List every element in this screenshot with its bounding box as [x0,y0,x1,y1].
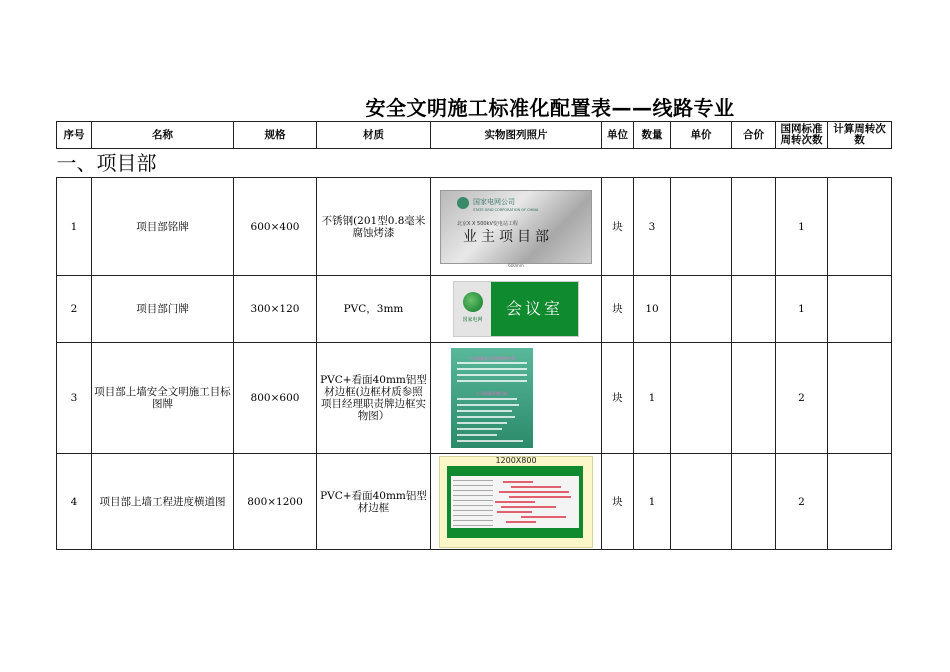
cell-qty: 10 [634,276,671,343]
cell-no: 1 [57,178,92,276]
cell-spec: 800×1200 [234,454,317,550]
door-sign-image: 国家电网 会议室 [453,281,579,337]
cell-name: 项目部铭牌 [92,178,234,276]
state-grid-logo-icon [457,197,469,209]
cell-unit-price [671,343,732,454]
cell-photo [431,178,602,276]
section-title: 一、项目部 [57,149,892,178]
cell-name: 项目部门牌 [92,276,234,343]
table-row [57,454,892,550]
cell-photo [431,276,602,343]
section-row [57,149,892,178]
cell-unit: 块 [602,454,634,550]
cell-unit: 块 [602,343,634,454]
header-photo: 实物图列照片 [431,122,602,149]
cell-unit: 块 [602,178,634,276]
cell-unit-price [671,276,732,343]
cell-total [732,454,776,550]
cell-qty: 1 [634,454,671,550]
cell-qty: 3 [634,178,671,276]
table-row [57,343,892,454]
header-name: 名称 [92,122,234,149]
cell-sg-turnover: 1 [776,276,828,343]
header-material: 材质 [317,122,431,149]
gantt-board-image: 1200X800 [439,456,593,548]
nameplate-image: 国家电网公司 STATE GRID CORPORATION OF CHINA 北京X X 500kV变电站工程 业主项目部 600mm [440,190,592,264]
cell-total [732,178,776,276]
header-no: 序号 [57,122,92,149]
cell-total [732,343,776,454]
cell-no: 3 [57,343,92,454]
cell-no: 2 [57,276,92,343]
cell-calc-turnover [828,343,892,454]
header-total: 合价 [732,122,776,149]
cell-material: PVC，3mm [317,276,431,343]
header-qty: 数量 [634,122,671,149]
header-unit: 单位 [602,122,634,149]
header-spec: 规格 [234,122,317,149]
cell-material: PVC+看面40mm铝型材边框 [317,454,431,550]
header-sg-turnover: 国网标准周转次数 [776,122,828,149]
cell-photo [431,454,602,550]
table-row [57,178,892,276]
cell-spec: 600×400 [234,178,317,276]
cell-sg-turnover: 1 [776,178,828,276]
cell-no: 4 [57,454,92,550]
cell-unit: 块 [602,276,634,343]
state-grid-globe-icon [463,292,483,312]
header-calc-turnover: 计算周转次数 [828,122,892,149]
header-row [57,122,892,149]
cell-total [732,276,776,343]
cell-sg-turnover: 2 [776,343,828,454]
cell-calc-turnover [828,276,892,343]
page-title: 安全文明施工标准化配置表——线路专业 [365,96,735,120]
config-table [56,121,892,550]
cell-spec: 300×120 [234,276,317,343]
cell-calc-turnover [828,454,892,550]
cell-spec: 800×600 [234,343,317,454]
cell-unit-price [671,178,732,276]
table-row [57,276,892,343]
cell-name: 项目部上墙安全文明施工目标图牌 [92,343,234,454]
cell-sg-turnover: 2 [776,454,828,550]
cell-material: 不锈钢(201型0.8毫米腐蚀烤漆 [317,178,431,276]
cell-qty: 1 [634,343,671,454]
target-board-image: 公司质量安全环境管理方针 公司质量管理目标 [451,348,533,448]
cell-photo [431,343,602,454]
header-unit-price: 单价 [671,122,732,149]
cell-material: PVC+看面40mm铝型材边框(边框材质参照项目经理职责牌边框实物图） [317,343,431,454]
cell-unit-price [671,454,732,550]
cell-name: 项目部上墙工程进度横道图 [92,454,234,550]
cell-calc-turnover [828,178,892,276]
